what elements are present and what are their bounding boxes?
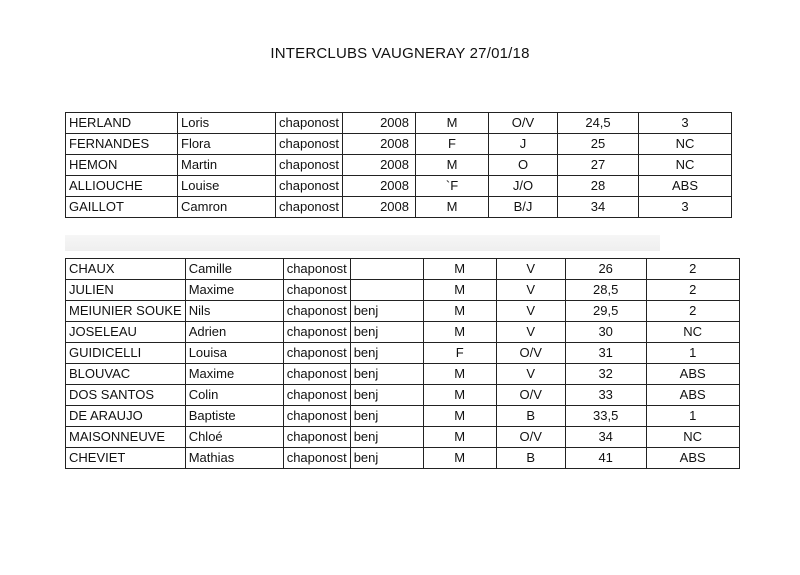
first-name-cell: Nils [185,301,283,322]
result-cell: ABS [646,448,739,469]
club-cell: chaponost [276,197,343,218]
sex-cell: M [423,364,496,385]
category-cell: J/O [489,176,558,197]
last-name-cell: JOSELEAU [66,322,186,343]
score-cell: 31 [565,343,646,364]
first-name-cell: Camille [185,259,283,280]
score-cell: 32 [565,364,646,385]
last-name-cell: DE ARAUJO [66,406,186,427]
first-name-cell: Martin [178,155,276,176]
result-cell: NC [646,322,739,343]
last-name-cell: MAISONNEUVE [66,427,186,448]
category-cell: V [496,364,565,385]
club-cell: chaponost [276,134,343,155]
table-row [66,280,740,301]
sex-cell: M [416,113,489,134]
year-cell: benj [350,301,423,322]
last-name-cell: CHAUX [66,259,186,280]
first-name-cell: Chloé [185,427,283,448]
sex-cell: M [416,155,489,176]
table-row [66,176,732,197]
score-cell: 30 [565,322,646,343]
first-name-cell: Mathias [185,448,283,469]
score-cell: 28,5 [565,280,646,301]
sex-cell: M [423,322,496,343]
year-cell: benj [350,322,423,343]
year-cell: benj [350,343,423,364]
result-cell: 2 [646,280,739,301]
score-cell: 34 [565,427,646,448]
last-name-cell: GUIDICELLI [66,343,186,364]
last-name-cell: MEIUNIER SOUKE [66,301,186,322]
sex-cell: M [423,301,496,322]
year-cell: 2008 [343,197,416,218]
sex-cell: M [423,280,496,301]
club-cell: chaponost [276,113,343,134]
table-row [66,364,740,385]
year-cell: benj [350,385,423,406]
sex-cell: `F [416,176,489,197]
first-name-cell: Colin [185,385,283,406]
result-cell: ABS [639,176,732,197]
club-cell: chaponost [283,385,350,406]
sex-cell: M [423,406,496,427]
score-cell: 34 [558,197,639,218]
first-name-cell: Camron [178,197,276,218]
first-name-cell: Adrien [185,322,283,343]
last-name-cell: ALLIOUCHE [66,176,178,197]
club-cell: chaponost [276,176,343,197]
year-cell: benj [350,427,423,448]
club-cell: chaponost [283,406,350,427]
result-cell: NC [639,155,732,176]
table-row [66,448,740,469]
table-row [66,343,740,364]
club-cell: chaponost [283,280,350,301]
last-name-cell: BLOUVAC [66,364,186,385]
category-cell: O/V [496,385,565,406]
year-cell [350,280,423,301]
year-cell: 2008 [343,134,416,155]
club-cell: chaponost [276,155,343,176]
club-cell: chaponost [283,301,350,322]
result-cell: NC [639,134,732,155]
club-cell: chaponost [283,364,350,385]
table-row [66,385,740,406]
result-cell: 3 [639,113,732,134]
first-name-cell: Baptiste [185,406,283,427]
category-cell: O [489,155,558,176]
score-cell: 26 [565,259,646,280]
table-row [66,406,740,427]
last-name-cell: FERNANDES [66,134,178,155]
sex-cell: F [423,343,496,364]
first-name-cell: Louise [178,176,276,197]
category-cell: O/V [496,427,565,448]
score-cell: 28 [558,176,639,197]
sex-cell: F [416,134,489,155]
category-cell: V [496,322,565,343]
result-cell: ABS [646,364,739,385]
category-cell: V [496,280,565,301]
year-cell: 2008 [343,155,416,176]
sex-cell: M [423,259,496,280]
club-cell: chaponost [283,448,350,469]
table-row [66,301,740,322]
results-table-2 [65,258,740,469]
sex-cell: M [423,448,496,469]
table-row [66,259,740,280]
last-name-cell: HEMON [66,155,178,176]
year-cell: benj [350,364,423,385]
separator-band [65,235,660,251]
score-cell: 33,5 [565,406,646,427]
result-cell: 2 [646,259,739,280]
category-cell: B/J [489,197,558,218]
score-cell: 24,5 [558,113,639,134]
table-row [66,134,732,155]
category-cell: B [496,448,565,469]
year-cell: 2008 [343,113,416,134]
category-cell: V [496,301,565,322]
results-table-1 [65,112,732,218]
table-row [66,427,740,448]
result-cell: 2 [646,301,739,322]
last-name-cell: GAILLOT [66,197,178,218]
year-cell: benj [350,406,423,427]
table-row [66,322,740,343]
result-cell: ABS [646,385,739,406]
sex-cell: M [423,427,496,448]
category-cell: O/V [496,343,565,364]
sex-cell: M [416,197,489,218]
club-cell: chaponost [283,259,350,280]
first-name-cell: Maxime [185,364,283,385]
result-cell: 1 [646,406,739,427]
category-cell: J [489,134,558,155]
club-cell: chaponost [283,343,350,364]
year-cell: 2008 [343,176,416,197]
last-name-cell: CHEVIET [66,448,186,469]
result-cell: 1 [646,343,739,364]
first-name-cell: Louisa [185,343,283,364]
score-cell: 41 [565,448,646,469]
score-cell: 33 [565,385,646,406]
first-name-cell: Maxime [185,280,283,301]
result-cell: 3 [639,197,732,218]
page-title: INTERCLUBS VAUGNERAY 27/01/18 [270,45,530,62]
last-name-cell: HERLAND [66,113,178,134]
result-cell: NC [646,427,739,448]
category-cell: V [496,259,565,280]
score-cell: 29,5 [565,301,646,322]
first-name-cell: Loris [178,113,276,134]
year-cell [350,259,423,280]
last-name-cell: JULIEN [66,280,186,301]
club-cell: chaponost [283,322,350,343]
score-cell: 27 [558,155,639,176]
first-name-cell: Flora [178,134,276,155]
table-row [66,155,732,176]
score-cell: 25 [558,134,639,155]
category-cell: O/V [489,113,558,134]
year-cell: benj [350,448,423,469]
sex-cell: M [423,385,496,406]
table-row [66,197,732,218]
club-cell: chaponost [283,427,350,448]
category-cell: B [496,406,565,427]
last-name-cell: DOS SANTOS [66,385,186,406]
table-row [66,113,732,134]
